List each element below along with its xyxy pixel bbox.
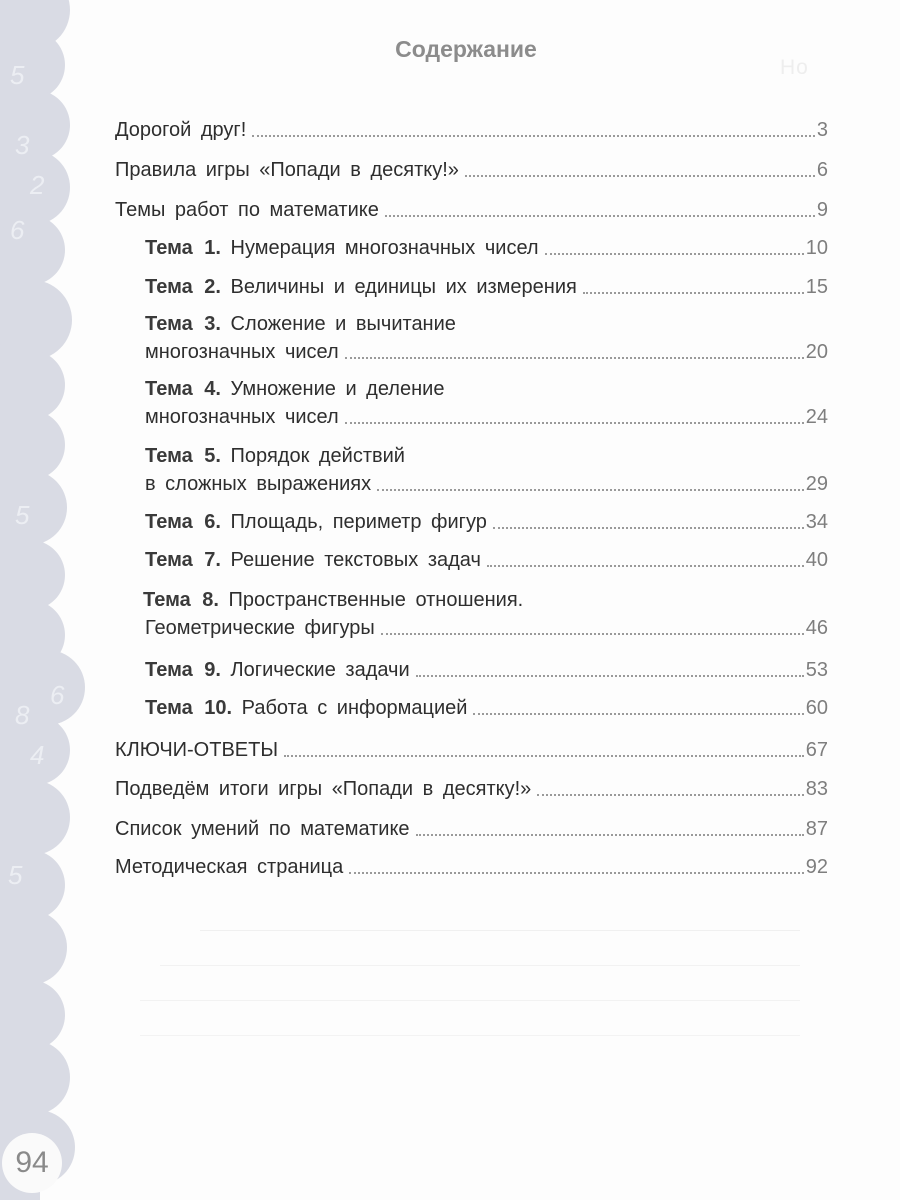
topic-prefix: Тема 4. [145,378,221,400]
toc-entry-topic-5-line1[interactable] [145,444,405,468]
topic-prefix: Тема 1. [145,237,221,259]
toc-entry-topic-10[interactable] [145,690,828,720]
topic-prefix: Тема 2. [145,276,221,298]
leader-dots [416,833,804,836]
toc-entry-page: 29 [805,473,828,495]
toc-entry-label: Умножение и деление [230,378,445,400]
toc-entry[interactable] [115,112,828,142]
toc-entry-topic-1[interactable] [145,230,828,260]
toc-entry-topic-5-line2[interactable] [145,466,828,496]
leader-dots [537,793,803,796]
toc-entry-continuation: многозначных чисел [145,341,339,363]
toc-entry-page: 10 [805,237,828,259]
toc-entry-topic-6[interactable] [145,504,828,534]
toc-entry-page: 60 [805,697,828,719]
toc-entry-page: 53 [805,659,828,681]
toc-entry-continuation: в сложных выражениях [145,473,372,495]
toc-entry[interactable] [115,771,828,801]
toc-entry-page: 83 [805,778,828,800]
toc-entry-topic-8-line1[interactable] [143,588,523,612]
topic-prefix: Тема 10. [145,697,233,719]
toc-entry-continuation: Геометрические фигуры [145,617,375,639]
toc-entry-page: 46 [805,617,828,639]
toc-entry-label: Нумерация многозначных чисел [230,237,539,259]
leader-dots [252,134,815,137]
toc-entry-topic-3-line1[interactable] [145,312,456,336]
toc-entry-page: 24 [805,406,828,428]
toc-entry-page: 67 [805,739,828,761]
toc-entry-topic-2[interactable] [145,269,828,299]
toc-entry-topic-9[interactable] [145,652,828,682]
toc-entry-page: 20 [805,341,828,363]
toc-entry-continuation: многозначных чисел [145,406,339,428]
toc-entry-page: 9 [816,199,828,221]
toc-entry-label: Решение текстовых задач [230,549,481,571]
leader-dots [583,291,804,294]
toc-entry-page: 15 [805,276,828,298]
decorative-border: 5 3 2 6 5 6 8 4 5 [0,0,110,1200]
toc-entry-label: Методическая страница [115,856,344,878]
topic-prefix: Тема 3. [145,313,221,335]
leader-dots [473,712,803,715]
toc-entry-label: КЛЮЧИ-ОТВЕТЫ [115,739,279,761]
toc-entry-page: 87 [805,818,828,840]
toc-entry-label: Список умений по математике [115,818,410,840]
toc-entry-page: 92 [805,856,828,878]
toc-entry-label: Сложение и вычитание [230,313,456,335]
topic-prefix: Тема 9. [145,659,221,681]
toc-entry-page: 3 [816,119,828,141]
leader-dots [381,632,804,635]
toc-entry-label: Дорогой друг! [115,119,247,141]
leader-dots [416,674,804,677]
toc-entry-label: Величины и единицы их измерения [230,276,577,298]
toc-entry-topic-8-line2[interactable] [145,610,828,640]
topic-prefix: Тема 8. [143,589,219,611]
leader-dots [465,174,815,177]
toc-entry[interactable] [115,849,828,879]
toc-entry-label: Правила игры «Попади в десятку!» [115,159,459,181]
leader-dots [284,754,804,757]
toc-entry-page: 34 [805,511,828,533]
page-title: Содержание [395,36,537,62]
leader-dots [487,564,804,567]
toc-entry-topic-3-line2[interactable] [145,334,828,364]
leader-dots [349,871,804,874]
topic-prefix: Тема 7. [145,549,221,571]
toc-entry-page: 6 [816,159,828,181]
leader-dots [345,356,804,359]
leader-dots [545,252,804,255]
topic-prefix: Тема 6. [145,511,221,533]
toc-entry-page: 40 [805,549,828,571]
leader-dots [377,488,804,491]
toc-entry[interactable] [115,811,828,841]
toc-entry-topic-4-line1[interactable] [145,377,444,401]
leader-dots [385,214,815,217]
topic-prefix: Тема 5. [145,445,221,467]
leader-dots [345,421,804,424]
leader-dots [493,526,804,529]
page-number: 94 [2,1133,62,1193]
toc-entry-topic-4-line2[interactable] [145,399,828,429]
toc-entry-label: Логические задачи [230,659,410,681]
toc-entry-label: Порядок действий [230,445,405,467]
toc-entry-label: Работа с информацией [241,697,468,719]
toc-entry-topic-7[interactable] [145,542,828,572]
toc-entry-label: Пространственные отношения. [228,589,524,611]
toc-entry[interactable] [115,192,828,222]
toc-entry[interactable] [115,732,828,762]
toc-entry-label: Подведём итоги игры «Попади в десятку!» [115,778,532,800]
toc-entry-label: Темы работ по математике [115,199,379,221]
toc-entry-label: Площадь, периметр фигур [230,511,487,533]
toc-entry[interactable] [115,152,828,182]
